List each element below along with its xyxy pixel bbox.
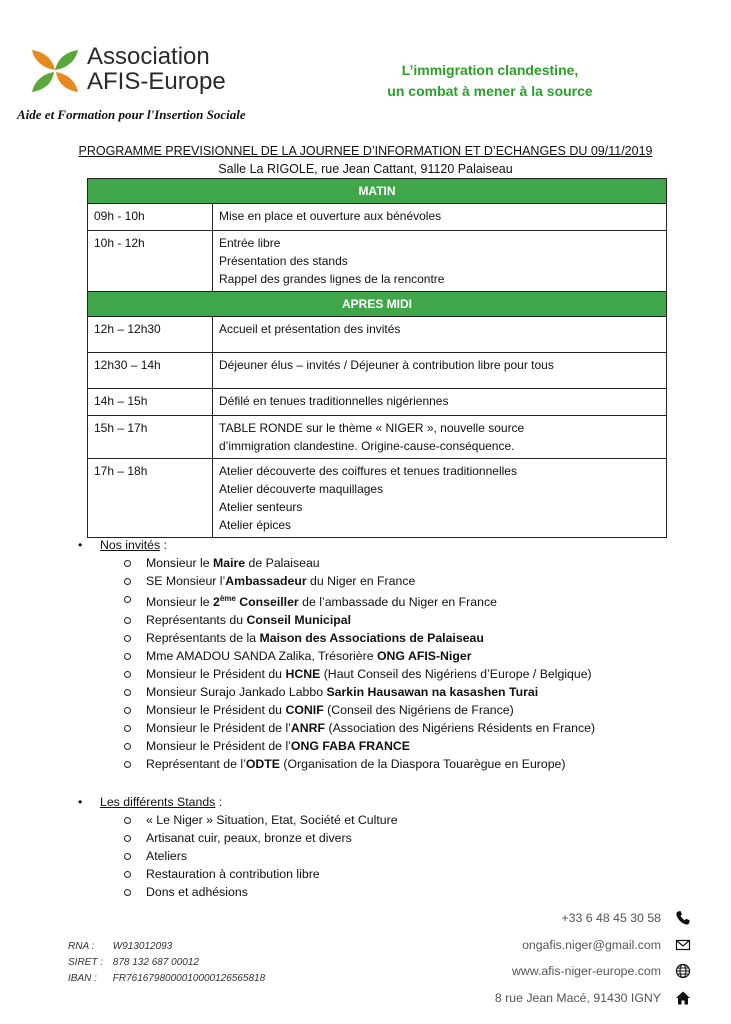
legal-label: IBAN : xyxy=(68,973,97,984)
activity-line: Entrée libre xyxy=(219,236,281,250)
section-matin xyxy=(88,179,667,204)
legal-value: 878 132 687 00012 xyxy=(112,957,199,968)
programme-time: 09h - 10h xyxy=(88,204,213,231)
guest-item: Représentants du Conseil Municipal xyxy=(78,611,595,629)
document-title: PROGRAMME PREVISIONNEL DE LA JOURNEE D’INFORMATION ET D’ECHANGES DU 09/11/2019 xyxy=(78,144,653,158)
programme-activity xyxy=(213,389,667,416)
guest-item: Monsieur le Maire de Palaiseau xyxy=(78,554,595,572)
activity-line: Défilé en tenues traditionnelles nigériennes xyxy=(219,394,449,408)
programme-row xyxy=(88,459,667,538)
legal-value: FR7616798000010000126565818 xyxy=(112,973,266,984)
contact-row xyxy=(495,905,691,932)
legal-row xyxy=(68,939,265,955)
contact-row xyxy=(495,958,691,985)
section-apres-midi xyxy=(88,292,667,317)
phone-icon xyxy=(675,910,691,926)
programme-time: 15h – 17h xyxy=(88,416,213,459)
org-name-line2: AFIS-Europe xyxy=(87,68,226,95)
guest-item: Monsieur le 2ème Conseiller de l’ambassade du Niger en France xyxy=(78,590,595,611)
activity-line: Déjeuner élus – invités / Déjeuner à contribution libre pour tous xyxy=(219,358,554,372)
activity-line: d’immigration clandestine. Origine-cause-conséquence. xyxy=(219,439,515,453)
legal-row xyxy=(68,971,265,987)
organization-subtitle: Aide et Formation pour l'Insertion Sociale xyxy=(17,107,246,122)
programme-activity xyxy=(213,231,667,292)
guests-heading: • Nos invités : xyxy=(78,536,595,554)
stands-section xyxy=(78,793,398,901)
activity-line: Atelier épices xyxy=(219,518,292,532)
programme-time: 12h30 – 14h xyxy=(88,353,213,389)
programme-row xyxy=(88,416,667,459)
guest-item: Représentant de l’ODTE (Organisation de la Diaspora Touarègue en Europe) xyxy=(78,755,595,773)
programme-time: 12h – 12h30 xyxy=(88,317,213,353)
activity-line: Atelier découverte maquillages xyxy=(219,482,384,496)
guest-item: Monsieur le Président de l’ANRF (Association des Nigériens Résidents en France) xyxy=(78,719,595,737)
stand-item: « Le Niger » Situation, Etat, Société et Culture xyxy=(78,811,398,829)
activity-line: Atelier senteurs xyxy=(219,500,303,514)
stands-heading: • Les différents Stands : xyxy=(78,793,398,811)
guests-list xyxy=(78,554,595,773)
legal-value: W913012093 xyxy=(112,941,173,952)
legal-label: SIRET : xyxy=(68,957,104,968)
programme-activity xyxy=(213,416,667,459)
slogan-line2: un combat à mener à la source xyxy=(387,83,593,99)
stand-item: Artisanat cuir, peaux, bronze et divers xyxy=(78,829,398,847)
legal-label: RNA : xyxy=(68,941,95,952)
activity-line: Accueil et présentation des invités xyxy=(219,322,401,336)
slogan xyxy=(350,60,630,102)
guest-item: Monsieur le Président du CONIF (Conseil des Nigériens de France) xyxy=(78,701,595,719)
programme-activity xyxy=(213,459,667,538)
envelope-icon xyxy=(675,937,691,953)
globe-icon xyxy=(675,963,691,979)
section-matin-label: MATIN xyxy=(88,179,667,204)
activity-line: Présentation des stands xyxy=(219,254,348,268)
programme-row xyxy=(88,204,667,231)
legal-row xyxy=(68,955,265,971)
contact-info xyxy=(495,905,691,1011)
home-icon xyxy=(675,990,691,1006)
contact-text: +33 6 48 45 30 58 xyxy=(561,911,661,926)
guest-item: Monsieur le Président du HCNE (Haut Conseil des Nigériens d’Europe / Belgique) xyxy=(78,665,595,683)
stand-item: Dons et adhésions xyxy=(78,883,398,901)
legal-info xyxy=(68,939,265,987)
programme-time: 14h – 15h xyxy=(88,389,213,416)
guest-item: Monsieur Surajo Jankado Labbo Sarkin Hausawan na kasashen Turai xyxy=(78,683,595,701)
programme-row xyxy=(88,389,667,416)
programme-activity xyxy=(213,204,667,231)
activity-line: Atelier découverte des coiffures et tenues traditionnelles xyxy=(219,464,517,478)
contact-text: ongafis.niger@gmail.com xyxy=(522,937,661,952)
guest-item: Monsieur le Président de l’ONG FABA FRANCE xyxy=(78,737,595,755)
stand-item: Restauration à contribution libre xyxy=(78,865,398,883)
programme-time: 17h – 18h xyxy=(88,459,213,538)
logo-leaves-icon xyxy=(30,46,80,94)
venue: Salle La RIGOLE, rue Jean Cattant, 91120 Palaiseau xyxy=(218,162,513,176)
organization-name xyxy=(87,44,226,94)
contact-text: www.afis-niger-europe.com xyxy=(512,964,661,979)
programme-table xyxy=(87,178,667,538)
programme-row xyxy=(88,231,667,292)
section-apres-midi-label: APRES MIDI xyxy=(88,292,667,317)
guest-item: Mme AMADOU SANDA Zalika, Trésorière ONG AFIS-Niger xyxy=(78,647,595,665)
programme-row xyxy=(88,353,667,389)
programme-activity xyxy=(213,317,667,353)
contact-text: 8 rue Jean Macé, 91430 IGNY xyxy=(494,990,661,1005)
programme-activity xyxy=(213,353,667,389)
activity-line: TABLE RONDE sur le thème « NIGER », nouvelle source xyxy=(219,421,525,435)
stand-item: Ateliers xyxy=(78,847,398,865)
guests-section xyxy=(78,536,595,773)
guest-item: SE Monsieur l’Ambassadeur du Niger en France xyxy=(78,572,595,590)
slogan-line1: L’immigration clandestine, xyxy=(401,62,579,78)
stands-list xyxy=(78,811,398,901)
guest-item: Représentants de la Maison des Associations de Palaiseau xyxy=(78,629,595,647)
programme-time: 10h - 12h xyxy=(88,231,213,292)
org-name-line1: Association xyxy=(87,43,210,70)
activity-line: Mise en place et ouverture aux bénévoles xyxy=(219,209,442,223)
programme-row xyxy=(88,317,667,353)
activity-line: Rappel des grandes lignes de la rencontre xyxy=(219,272,445,286)
contact-row xyxy=(495,985,691,1012)
contact-row xyxy=(495,932,691,959)
